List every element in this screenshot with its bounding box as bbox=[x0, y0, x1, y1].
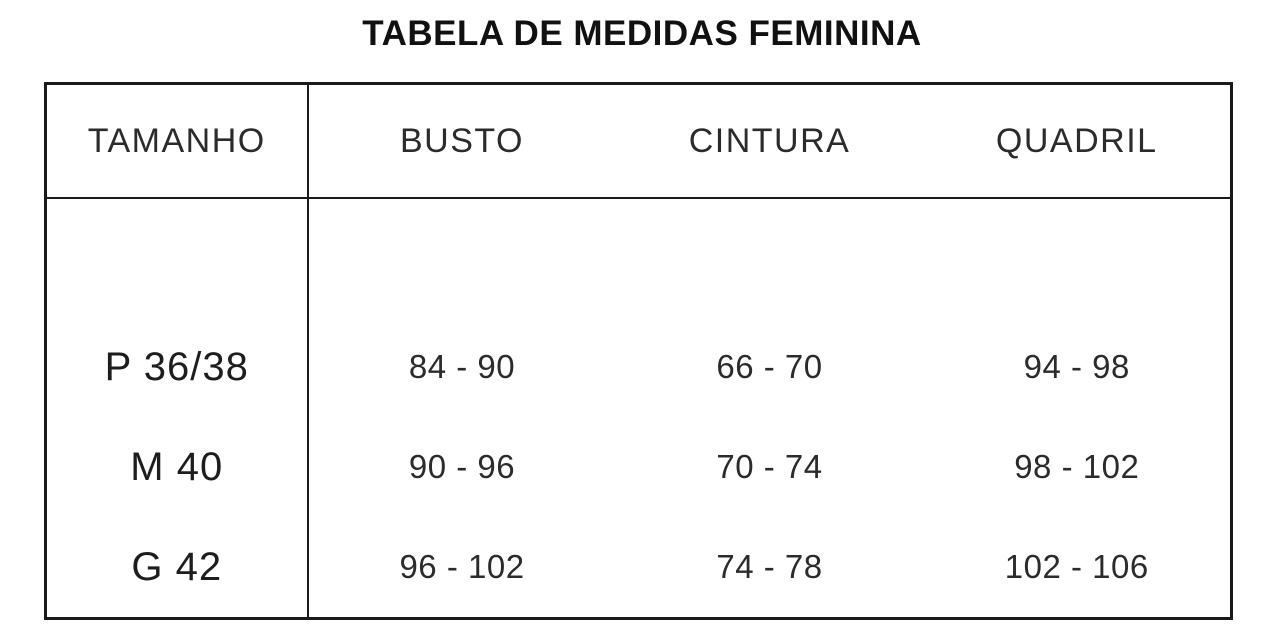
table-row bbox=[46, 517, 1232, 619]
column-header-size: TAMANHO bbox=[46, 84, 308, 199]
column-header-bust: BUSTO bbox=[308, 84, 616, 199]
cell-size: G 42 bbox=[46, 517, 308, 619]
page-title: TABELA DE MEDIDAS FEMININA bbox=[362, 14, 922, 53]
cell-hip: 102 - 106 bbox=[1004, 548, 1149, 585]
table-header bbox=[46, 84, 1232, 199]
cell-size: M 40 bbox=[46, 417, 308, 517]
cell-hip: 98 - 102 bbox=[1014, 448, 1140, 485]
cell-bust: 90 - 96 bbox=[308, 417, 616, 517]
cell-waist: 74 - 78 bbox=[716, 548, 823, 585]
table-body bbox=[46, 198, 1232, 619]
cell-waist: 66 - 70 bbox=[716, 348, 823, 385]
table-spacer-row bbox=[46, 198, 1232, 317]
cell-size: P 36/38 bbox=[46, 317, 308, 417]
column-header-hip: QUADRIL bbox=[924, 84, 1232, 199]
size-table-container bbox=[44, 82, 1230, 642]
spacer-size-cell bbox=[46, 198, 308, 317]
table-header-row bbox=[46, 84, 1232, 199]
column-header-waist: CINTURA bbox=[616, 84, 924, 199]
spacer-hip-cell bbox=[924, 198, 1232, 317]
cell-bust: 84 - 90 bbox=[308, 317, 616, 417]
spacer-bust-cell bbox=[308, 198, 616, 317]
cell-hip: 94 - 98 bbox=[1023, 348, 1130, 385]
table-row bbox=[46, 417, 1232, 517]
cell-bust: 96 - 102 bbox=[308, 517, 616, 619]
cell-waist: 70 - 74 bbox=[716, 448, 823, 485]
size-table bbox=[44, 82, 1233, 620]
table-row bbox=[46, 317, 1232, 417]
spacer-waist-cell bbox=[616, 198, 924, 317]
